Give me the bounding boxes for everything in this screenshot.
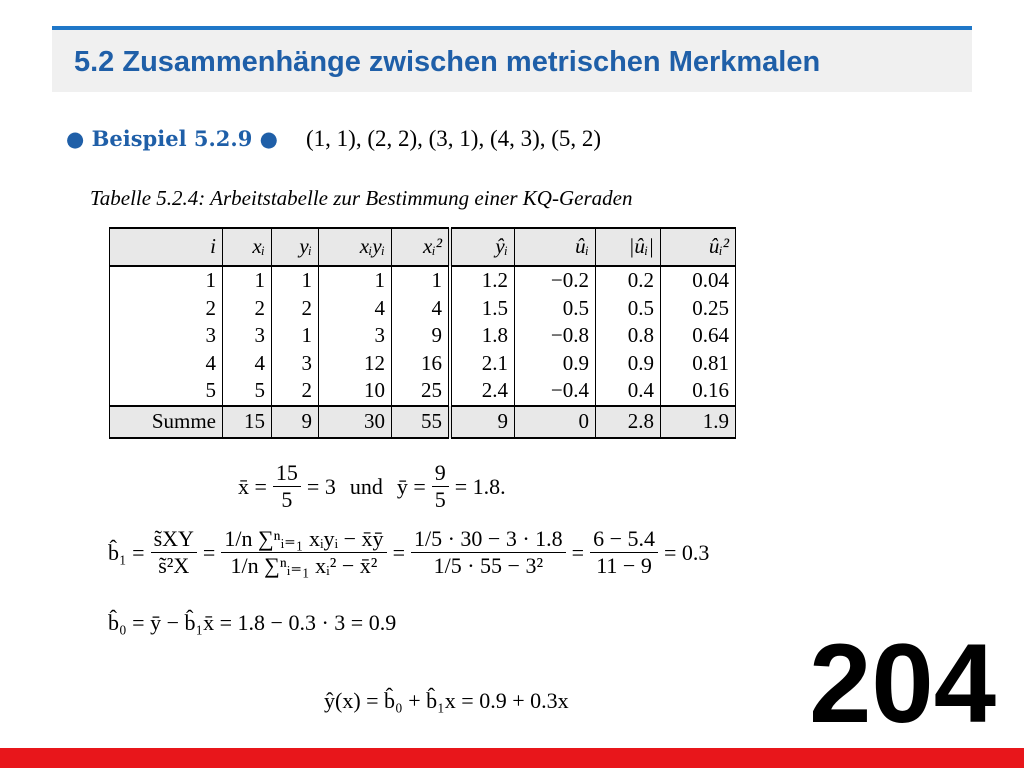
table-cell: 9	[392, 322, 451, 350]
table-cell: 2	[110, 295, 223, 323]
work-table	[109, 227, 736, 439]
b1-fraction-3	[411, 526, 566, 579]
b1-f2-numerator: 1/n ∑ⁿᵢ₌₁ xᵢyᵢ − x̄ȳ	[221, 526, 386, 553]
table-cell: 1	[223, 266, 272, 295]
header-cell: ŷᵢ	[450, 228, 515, 266]
table-caption: Tabelle 5.2.4: Arbeitstabelle zur Bestimmung einer KQ-Geraden	[90, 186, 633, 210]
header-cell: ûᵢ	[515, 228, 596, 266]
table-row	[110, 266, 736, 295]
table-cell: −0.4	[515, 377, 596, 406]
table-cell: 5	[223, 377, 272, 406]
table-cell: 2.4	[450, 377, 515, 406]
table-cell: 25	[392, 377, 451, 406]
table-cell: 0.8	[596, 322, 661, 350]
header-cell: xᵢ	[223, 228, 272, 266]
sum-cell: 9	[450, 406, 515, 438]
table-cell: 0.25	[661, 295, 736, 323]
table-cell: 3	[319, 322, 392, 350]
table-cell: 2	[223, 295, 272, 323]
table-cell: 1	[392, 266, 451, 295]
table-cell: 4	[392, 295, 451, 323]
table-cell: 3	[223, 322, 272, 350]
table-cell: 3	[272, 350, 319, 378]
table-cell: 0.4	[596, 377, 661, 406]
table-cell: 2.1	[450, 350, 515, 378]
table-cell: 4	[319, 295, 392, 323]
table-cell: 4	[223, 350, 272, 378]
table-cell: 1	[272, 322, 319, 350]
b1-rhs: = 0.3	[664, 539, 710, 565]
b1-f2-denominator: 1/n ∑ⁿᵢ₌₁ xᵢ² − x̄²	[230, 553, 378, 578]
table-cell: 0.04	[661, 266, 736, 295]
header-cell: yᵢ	[272, 228, 319, 266]
sum-cell: 9	[272, 406, 319, 438]
b1-formula	[108, 526, 709, 579]
table-cell: 1.5	[450, 295, 515, 323]
ybar-numerator: 9	[432, 460, 449, 487]
page-number: 204	[809, 621, 996, 746]
example-label: ● Beispiel 5.2.9 ●	[66, 126, 278, 151]
sum-cell: 15	[223, 406, 272, 438]
b1-f1-numerator: s̃XY	[151, 526, 197, 553]
table-cell: −0.8	[515, 322, 596, 350]
b1-fraction-2	[221, 526, 386, 579]
slide-title: 5.2 Zusammenhänge zwischen metrischen Merkmalen	[74, 46, 821, 78]
ybar-lhs: ȳ =	[396, 473, 426, 499]
xbar-numerator: 15	[273, 460, 301, 487]
header-cell: xᵢyᵢ	[319, 228, 392, 266]
b1-f4-numerator: 6 − 5.4	[590, 526, 658, 553]
table-cell: 16	[392, 350, 451, 378]
table-cell: 12	[319, 350, 392, 378]
b1-f3-numerator: 1/5 · 30 − 3 · 1.8	[411, 526, 566, 553]
table-cell: 0.2	[596, 266, 661, 295]
table-cell: 1.2	[450, 266, 515, 295]
table-cell: 0.16	[661, 377, 736, 406]
sum-cell: 55	[392, 406, 451, 438]
title-bar	[52, 26, 972, 92]
table-cell: 2	[272, 377, 319, 406]
header-cell: ûᵢ²	[661, 228, 736, 266]
table-cell: 0.5	[515, 295, 596, 323]
ybar-rhs: = 1.8.	[454, 473, 506, 499]
table-header-row	[110, 228, 736, 266]
table-cell: −0.2	[515, 266, 596, 295]
und-word: und	[349, 473, 383, 499]
table-row	[110, 295, 736, 323]
sum-cell: 2.8	[596, 406, 661, 438]
table-cell: 0.9	[515, 350, 596, 378]
ybar-denominator: 5	[434, 487, 446, 512]
table-cell: 2	[272, 295, 319, 323]
sum-cell: 30	[319, 406, 392, 438]
header-cell: xᵢ²	[392, 228, 451, 266]
header-cell: |ûᵢ|	[596, 228, 661, 266]
table-cell: 0.64	[661, 322, 736, 350]
b1-f4-denominator: 11 − 9	[596, 553, 652, 578]
xbar-lhs: x̄ =	[238, 473, 267, 499]
table-cell: 1	[110, 266, 223, 295]
table-cell: 0.5	[596, 295, 661, 323]
b1-eq2: =	[392, 539, 405, 565]
b1-fraction-1	[151, 526, 197, 579]
sum-row	[110, 406, 736, 438]
b1-eq3: =	[571, 539, 585, 565]
table-cell: 0.81	[661, 350, 736, 378]
table-row	[110, 377, 736, 406]
sum-cell: Summe	[110, 406, 223, 438]
table-cell: 1	[272, 266, 319, 295]
xbar-denominator: 5	[281, 487, 293, 512]
b1-f1-denominator: s̃²X	[158, 553, 190, 578]
table-cell: 1.8	[450, 322, 515, 350]
b1-fraction-4	[590, 526, 658, 579]
b1-eq1: =	[202, 539, 216, 565]
b1-f3-denominator: 1/5 · 55 − 3²	[433, 553, 544, 578]
table-cell: 1	[319, 266, 392, 295]
table-row	[110, 350, 736, 378]
xbar-fraction	[273, 460, 301, 513]
b1-lhs: b̂₁ =	[108, 539, 145, 565]
b0-formula: b̂₀ = ȳ − b̂₁x̄ = 1.8 − 0.3 · 3 = 0.9	[108, 610, 397, 635]
means-formula	[238, 460, 506, 513]
table-cell: 10	[319, 377, 392, 406]
data-points: (1, 1), (2, 2), (3, 1), (4, 3), (5, 2)	[306, 126, 602, 151]
ybar-fraction	[432, 460, 449, 513]
regression-line-formula: ŷ(x) = b̂₀ + b̂₁x = 0.9 + 0.3x	[324, 688, 569, 713]
table-cell: 4	[110, 350, 223, 378]
table-cell: 0.9	[596, 350, 661, 378]
xbar-rhs: = 3	[306, 473, 336, 499]
table-cell: 5	[110, 377, 223, 406]
table-cell: 3	[110, 322, 223, 350]
bottom-accent-bar	[0, 748, 1024, 768]
sum-cell: 0	[515, 406, 596, 438]
sum-cell: 1.9	[661, 406, 736, 438]
table-row	[110, 322, 736, 350]
header-cell: i	[110, 228, 223, 266]
